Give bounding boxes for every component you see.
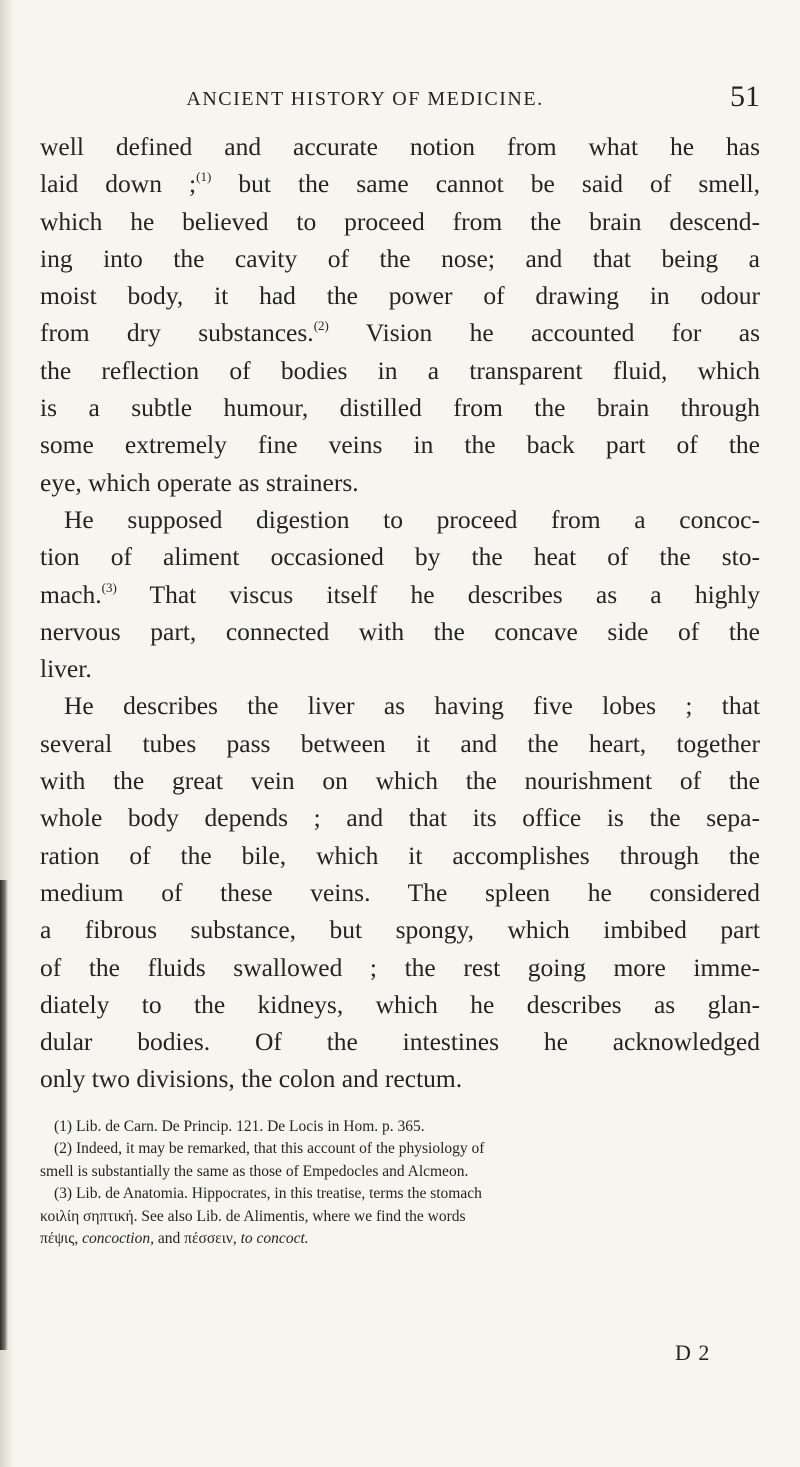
footnote-1: (1) Lib. de Carn. De Princip. 121. De Locis in Hom. p. 365.	[54, 1117, 425, 1135]
footnote-3-cont: πέψις, concoction, and πέσσειν, to concoct.	[40, 1230, 309, 1248]
footnote-3: (3) Lib. de Anatomia. Hippocrates, in this treatise, terms the stomach	[54, 1185, 482, 1203]
paragraph-2	[40, 501, 760, 687]
text-line: tion of aliment occasioned by the heat of the sto-	[40, 542, 760, 572]
text-line: with the great vein on which the nourishment of the	[40, 766, 760, 796]
text-line: diately to the kidneys, which he describes as glan-	[40, 989, 760, 1019]
footnote-2-cont: smell is substantially the same as those of Empedocles and Alcmeon.	[40, 1162, 469, 1180]
footnote-ref: (3)	[101, 579, 117, 595]
footnote-3-cont: κοιλίη σηπτική. See also Lib. de Alimentis, where we find the words	[40, 1207, 466, 1225]
text-line: well defined and accurate notion from what he has	[40, 132, 760, 161]
book-page	[40, 80, 760, 1251]
page-binding-shadow	[0, 880, 8, 1350]
text-line: the reflection of bodies in a transparent fluid, which	[40, 355, 760, 385]
text-line: dular bodies. Of the intestines he acknowledged	[40, 1027, 760, 1057]
text-line: He supposed digestion to proceed from a concoc-	[64, 504, 760, 534]
paragraph-3	[40, 687, 760, 1097]
footnote-ref: (2)	[313, 318, 329, 334]
text-line: He describes the liver as having five lobes ; that	[64, 691, 760, 721]
text-line: a fibrous substance, but spongy, which imbibed part	[40, 915, 760, 945]
paragraph-1	[40, 128, 760, 501]
text-line: of the fluids swallowed ; the rest going more imme-	[40, 952, 760, 982]
running-title: ANCIENT HISTORY OF MEDICINE.	[186, 88, 544, 110]
text-line: ing into the cavity of the nose; and that being a	[40, 243, 760, 273]
text-line: nervous part, connected with the concave side of the	[40, 616, 760, 646]
text-line: is a subtle humour, distilled from the brain through	[40, 393, 760, 423]
text-line: from dry substances.$^{(2)}$ Vision he accounted for as	[40, 318, 760, 348]
footnotes	[40, 1116, 760, 1251]
text-line: several tubes pass between it and the heart, together	[40, 728, 760, 758]
text-line: which he believed to proceed from the brain descend-	[40, 206, 760, 236]
text-line: laid down ;$^{(1)}$ but the same cannot be said of smell,	[40, 169, 760, 199]
text-line: only two divisions, the colon and rectum.	[40, 1064, 463, 1094]
footnote-ref: (1)	[196, 169, 212, 185]
page-number: 51	[730, 80, 760, 113]
text-line: medium of these veins. The spleen he considered	[40, 877, 760, 907]
text-line: whole body depends ; and that its office is the sepa-	[40, 803, 760, 833]
signature-mark: D 2	[675, 1340, 711, 1365]
text-line: ration of the bile, which it accomplishes through the	[40, 840, 760, 870]
text-line: moist body, it had the power of drawing in odour	[40, 281, 760, 311]
text-line: some extremely fine veins in the back part of the	[40, 430, 760, 460]
footnote-2: (2) Indeed, it may be remarked, that this account of the physiology of	[54, 1140, 485, 1158]
text-line: liver.	[40, 654, 92, 684]
body-text	[40, 128, 760, 1098]
text-line: mach.$^{(3)}$ That viscus itself he describes as a highly	[40, 579, 760, 609]
text-line: eye, which operate as strainers.	[40, 467, 359, 497]
running-head	[40, 80, 760, 120]
